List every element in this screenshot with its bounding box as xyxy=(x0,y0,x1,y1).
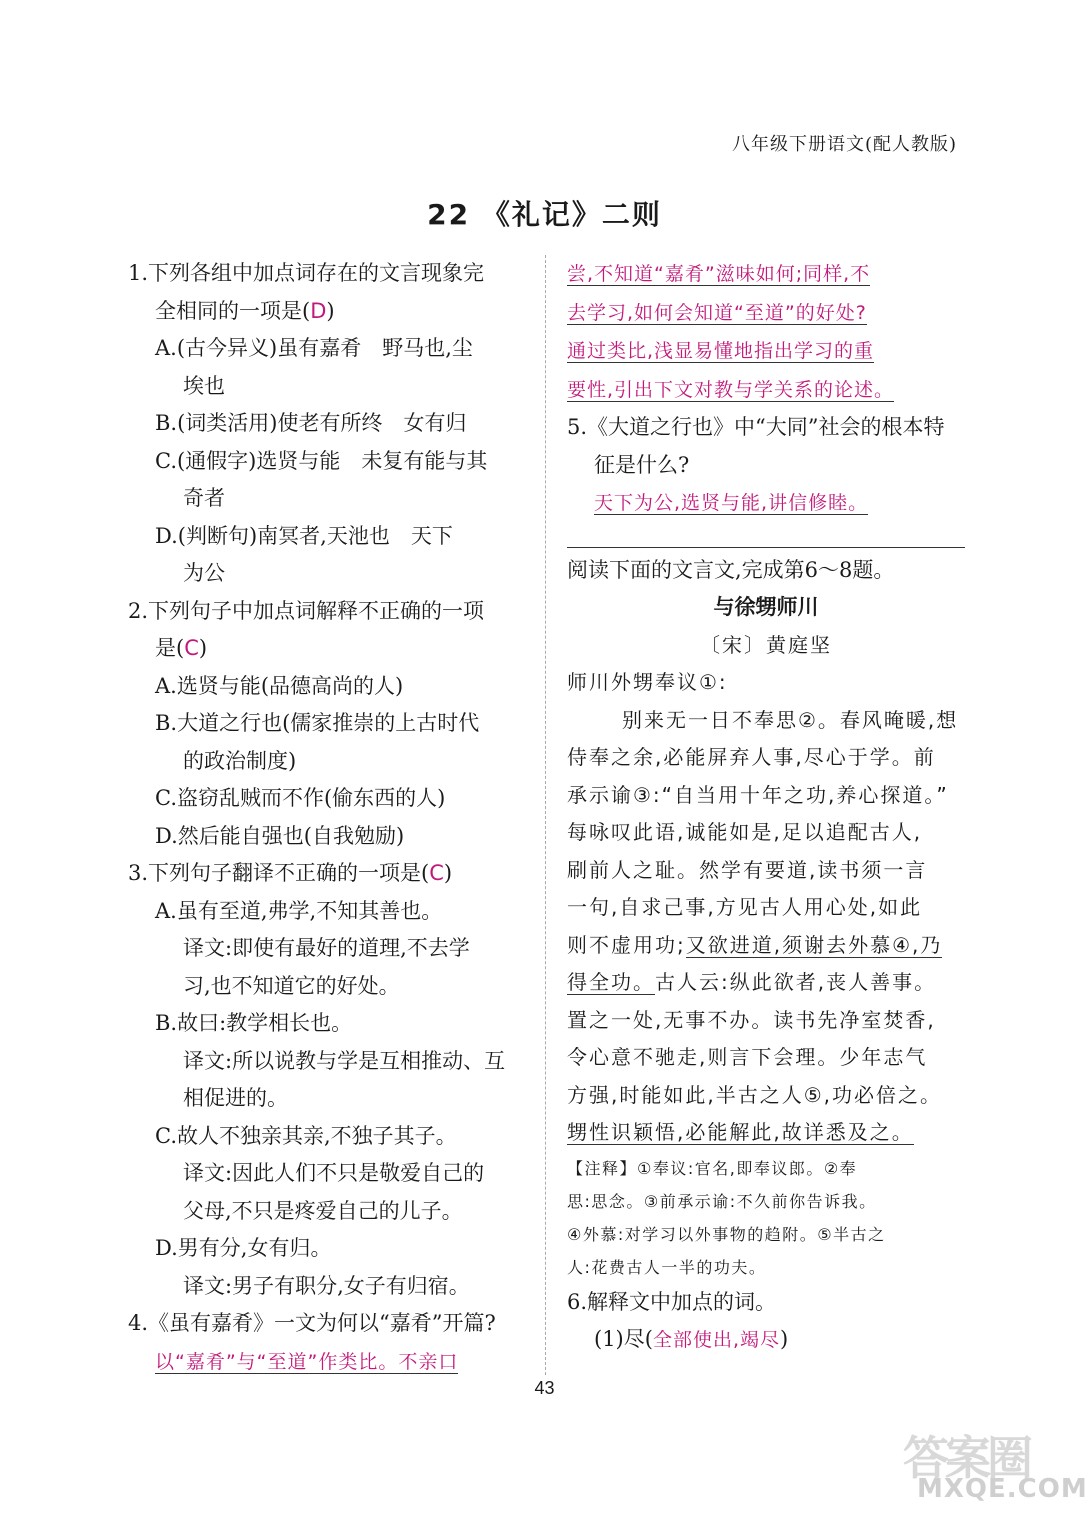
q1-option-c-cont: 奇者 xyxy=(183,486,225,510)
q1-option-b: B.(词类活用)使老有所终 女有归 xyxy=(155,411,467,435)
lesson-title: 22 《礼记》二则 xyxy=(427,198,662,231)
passage-line: 置之一处,无事不办。读书先净室焚香, xyxy=(567,1007,936,1032)
page-number: 43 xyxy=(534,1378,555,1398)
right-column xyxy=(567,255,965,1360)
q1-option-a: A.(古今异义)虽有嘉肴 野马也,尘 xyxy=(155,336,473,360)
q4-answer-line5: 要性,引出下文对教与学关系的论述。 xyxy=(567,378,895,401)
q3-answer: C xyxy=(429,861,444,885)
q1-answer: D xyxy=(310,298,327,323)
q4-answer-line1: 以“嘉肴”与“至道”作类比。不亲口 xyxy=(155,1350,459,1373)
q6-line1: 6.解释文中加点的词。 xyxy=(567,1289,777,1314)
q3-option-d-translation: 译文:男子有职分,女子有归宿。 xyxy=(183,1273,470,1298)
q4-answer-line2: 尝,不知道“嘉肴”滋味如何;同样,不 xyxy=(567,263,871,285)
passage-line: 一句,自求己事,方见古人用心处,如此 xyxy=(567,895,923,919)
q5-line1: 5.《大道之行也》中“大同”社会的根本特 xyxy=(567,415,945,439)
passage-line: 方强,时能如此,半古之人⑤,功必倍之。 xyxy=(567,1082,943,1107)
annotation-block xyxy=(567,1152,965,1284)
q3-line1: 3.下列句子翻译不正确的一项是(C) xyxy=(128,861,453,885)
passage-line: 则不虚用功;又欲进道,须谢去外慕④,乃 xyxy=(567,932,943,957)
book-header: 八年级下册语文(配人教版) xyxy=(731,134,957,155)
q2-option-d: D.然后能自强也(自我勉励) xyxy=(155,823,405,848)
q2-option-b-cont: 的政治制度) xyxy=(183,748,297,773)
q1-line2: 全相同的一项是(D) xyxy=(155,298,335,323)
q5-answer: 天下为公,选贤与能,讲信修睦。 xyxy=(594,492,869,514)
q6-item1-answer: 全部使出,竭尽 xyxy=(652,1329,780,1351)
q6-item1: (1)尽(全部使出,竭尽) xyxy=(594,1327,789,1351)
q4-line1: 4.《虽有嘉肴》一文为何以“嘉肴”开篇? xyxy=(128,1311,496,1335)
q4-answer-line3: 去学习,如何会知道“至道”的好处? xyxy=(567,301,867,324)
passage-line: 承示谕③:“自当用十年之功,养心探道。” xyxy=(567,782,949,807)
watermark-top-text: 答案圈 xyxy=(903,1431,1029,1485)
watermark-bottom-text: MXQE.COM xyxy=(917,1474,1088,1504)
q3-option-a: A.虽有至道,弗学,不知其善也。 xyxy=(155,898,443,923)
q5-line2: 征是什么? xyxy=(594,452,690,477)
left-column xyxy=(128,255,526,1381)
q2-option-b: B.大道之行也(儒家推崇的上古时代 xyxy=(155,711,480,735)
q2-answer: C xyxy=(184,636,199,660)
q2-option-a: A.选贤与能(品德高尚的人) xyxy=(155,673,404,698)
annotation-line: 【注释】①奉议:官名,即奉议郎。②奉 xyxy=(567,1158,858,1178)
q3-option-a-translation-cont: 习,也不知道它的好处。 xyxy=(183,973,400,998)
passage-line: 师川外甥奉议①: xyxy=(567,670,728,694)
passage-line: 得全功。古人云:纵此欲者,丧人善事。 xyxy=(567,970,937,994)
passage-line: 令心意不驰走,则言下会理。少年志气 xyxy=(567,1045,928,1069)
q3-option-c-translation-cont: 父母,不只是疼爱自己的儿子。 xyxy=(183,1198,463,1223)
q3-option-d: D.男有分,女有归。 xyxy=(155,1236,332,1260)
annotation-line: 思:思念。③前承示谕:不久前你告诉我。 xyxy=(567,1191,877,1211)
passage-line: 每咏叹此语,诚能如是,足以追配古人, xyxy=(567,820,923,844)
q5-answer-blank-line xyxy=(567,523,965,548)
underlined-sentence: 得全功。 xyxy=(567,970,655,994)
underlined-sentence: 又欲进道,须谢去外慕④,乃 xyxy=(685,932,943,957)
annotation-line: 人:花费古人一半的功夫。 xyxy=(567,1257,767,1277)
q1-option-a-cont: 埃也 xyxy=(183,373,225,398)
passage-line: 甥性识颖悟,必能解此,故详悉及之。 xyxy=(567,1120,914,1144)
q2-line2: 是(C) xyxy=(155,636,208,660)
q1-option-d-cont: 为公 xyxy=(183,561,225,585)
q2-line1: 2.下列句子中加点词解释不正确的一项 xyxy=(128,598,485,623)
q1-line1: 1.下列各组中加点词存在的文言现象完 xyxy=(128,261,485,285)
q3-option-b-translation-cont: 相促进的。 xyxy=(183,1086,288,1110)
watermark-logo xyxy=(903,1422,1088,1512)
reading-intro: 阅读下面的文言文,完成第6～8题。 xyxy=(567,557,895,582)
q3-option-c-translation: 译文:因此人们不只是敬爱自己的 xyxy=(183,1161,485,1185)
annotation-line: ④外慕:对学习以外事物的趋附。⑤半古之 xyxy=(567,1224,886,1244)
q3-option-a-translation: 译文:即使有最好的道理,不去学 xyxy=(183,936,470,960)
q1-option-d: D.(判断句)南冥者,天池也 天下 xyxy=(155,523,453,548)
column-divider xyxy=(545,255,546,1375)
passage-line: 刷前人之耻。然学有要道,读书须一言 xyxy=(567,857,928,882)
q4-answer-line4: 通过类比,浅显易懂地指出学习的重 xyxy=(567,340,875,362)
q2-option-c: C.盗窃乱贼而不作(偷东西的人) xyxy=(155,786,446,810)
q3-option-b-translation: 译文:所以说教与学是互相推动、互 xyxy=(183,1048,506,1073)
q3-option-c: C.故人不独亲其亲,不独子其子。 xyxy=(155,1123,457,1148)
passage-line: 别来无一日不奉思②。春风晻暖,想 xyxy=(622,707,959,732)
q1-option-c: C.(通假字)选贤与能 未复有能与其 xyxy=(155,448,488,473)
passage-title: 与徐甥师川 xyxy=(713,595,819,619)
q3-option-b: B.故曰:教学相长也。 xyxy=(155,1011,353,1035)
passage-author: 〔宋〕黄庭坚 xyxy=(700,632,832,657)
passage-line: 侍奉之余,必能屏弃人事,尽心于学。前 xyxy=(567,745,936,769)
